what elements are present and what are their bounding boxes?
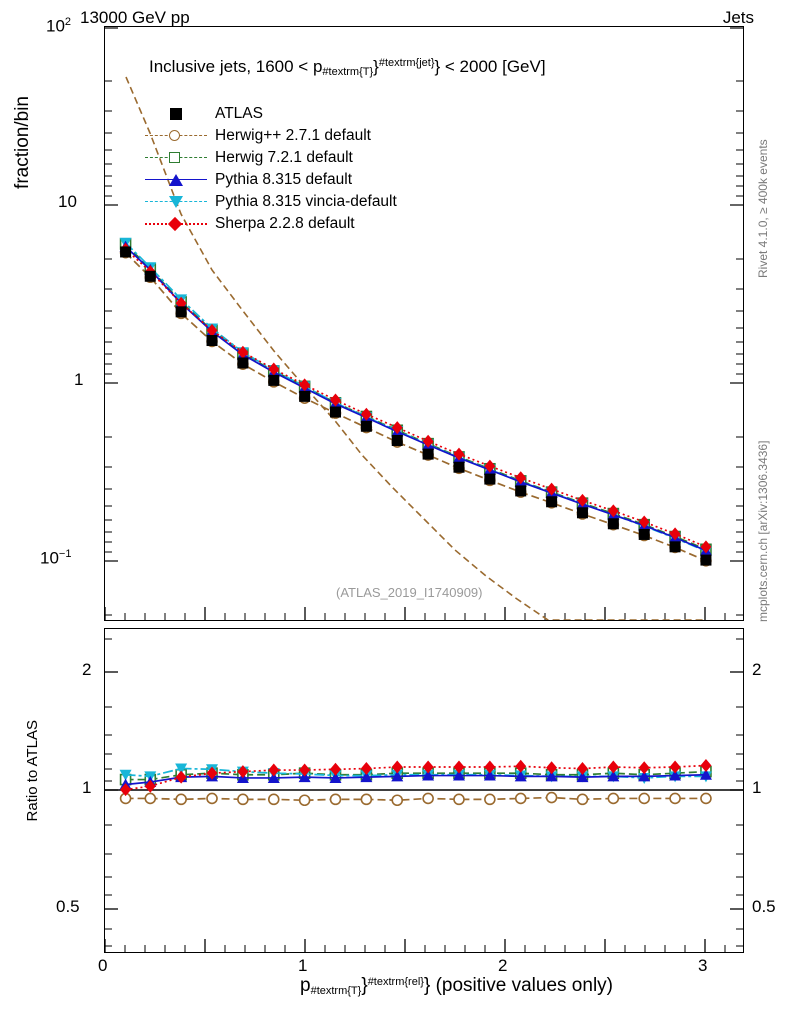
- legend-label: Pythia 8.315 vincia-default: [215, 193, 397, 210]
- data-marker: [269, 794, 279, 804]
- data-marker: [238, 794, 248, 804]
- legend-symbol: [145, 191, 207, 213]
- data-marker: [145, 793, 155, 803]
- ytick-label-10: 10: [58, 192, 77, 211]
- data-marker: [453, 462, 464, 473]
- legend-item-sherpa: [145, 213, 397, 235]
- data-marker: [577, 794, 587, 804]
- x-axis-title-sup: #textrm{rel}: [367, 976, 424, 988]
- data-marker: [515, 485, 526, 496]
- data-series-line: [126, 244, 706, 549]
- plot-title: Inclusive jets, $1600 < p_{\#textrm\{T\}}\}^{\#textrm\{jet\}}\} < 2000$ [GeV]: [149, 57, 546, 78]
- data-marker: [577, 507, 588, 518]
- legend-symbol: [145, 103, 207, 125]
- data-marker: [145, 271, 156, 282]
- data-marker: [331, 794, 341, 804]
- x-axis-title-tail: (positive values only): [430, 975, 613, 996]
- ratio-plot-frame: [104, 628, 744, 953]
- data-marker: [454, 794, 464, 804]
- legend-item-vincia: [145, 191, 397, 213]
- legend-item-herwigpp: [145, 125, 397, 147]
- legend-item-atlas: [145, 103, 397, 125]
- data-marker: [423, 793, 433, 803]
- data-marker: [547, 793, 557, 803]
- ratio-ytick-label-1-left: 1: [82, 778, 92, 797]
- data-series-line: [126, 243, 706, 551]
- legend-label: Sherpa 2.2.8 default: [215, 215, 355, 232]
- data-marker: [484, 474, 495, 485]
- data-marker: [330, 407, 341, 418]
- data-marker: [670, 793, 680, 803]
- ratio-ytick-label-1-right: 1: [752, 778, 762, 797]
- plot-title-suffix: < 2000 [GeV]: [440, 57, 546, 76]
- data-marker: [670, 541, 681, 552]
- plot-title-sub: #textrm{T}: [322, 66, 374, 78]
- data-marker: [392, 435, 403, 446]
- data-marker: [639, 529, 650, 540]
- plot-title-sup: #textrm{jet}: [378, 57, 435, 69]
- open-circle-icon: [169, 130, 180, 141]
- data-marker: [237, 357, 248, 368]
- data-marker: [207, 793, 217, 803]
- main-plot-frame: [104, 26, 744, 621]
- ratio-y-axis-label: Ratio to ATLAS: [24, 720, 41, 822]
- ytick-label-0.1: $10^{-1}$: [40, 548, 72, 568]
- data-series-line: [126, 247, 706, 551]
- data-marker: [701, 793, 711, 803]
- xtick-label-2: 2: [498, 956, 508, 975]
- legend-label: Herwig 7.2.1 default: [215, 149, 353, 166]
- legend-label: Herwig++ 2.7.1 default: [215, 127, 371, 144]
- data-marker: [546, 496, 557, 507]
- legend-label: ATLAS: [215, 105, 263, 122]
- legend-item-pythia: [145, 169, 397, 191]
- main-y-axis-label: fraction/bin: [12, 96, 33, 189]
- ratio-ytick-label-2-left: 2: [82, 660, 92, 679]
- xtick-label-1: 1: [298, 956, 308, 975]
- data-marker: [361, 794, 371, 804]
- data-marker: [176, 306, 187, 317]
- data-marker: [207, 335, 218, 346]
- plot-title-prefix: Inclusive jets, 1600 < p: [149, 57, 323, 76]
- legend-symbol: [145, 213, 207, 235]
- data-marker: [361, 421, 372, 432]
- x-axis-title: $p_{\#textrm\{T\}}\}^{\#textrm\{rel\}}$} (positive values only): [300, 975, 613, 997]
- data-marker: [423, 449, 434, 460]
- dataset-watermark: (ATLAS_2019_I1740909): [336, 585, 483, 600]
- xtick-label-0: 0: [98, 956, 108, 975]
- legend-label: Pythia 8.315 default: [215, 171, 353, 188]
- legend-symbol: [145, 147, 207, 169]
- ratio-ytick-label-2-right: 2: [752, 660, 762, 679]
- filled-triangle-down-icon: [169, 196, 183, 208]
- filled-diamond-icon: [168, 217, 182, 231]
- data-marker: [608, 518, 619, 529]
- data-marker: [392, 795, 402, 805]
- data-marker: [299, 391, 310, 402]
- data-marker: [700, 555, 711, 566]
- ytick-label-1: 1: [74, 370, 84, 389]
- x-axis-title-main: p: [300, 975, 311, 996]
- header-left-label: 13000 GeV pp: [80, 8, 190, 27]
- x-axis-title-sub: #textrm{T}: [310, 985, 362, 997]
- ratio-ytick-label-0.5-left: 0.5: [56, 897, 80, 916]
- ratio-ytick-label-0.5-right: 0.5: [752, 897, 776, 916]
- xtick-label-3: 3: [698, 956, 708, 975]
- legend-item-herwig7: [145, 147, 397, 169]
- ratio-plot-canvas: [105, 629, 743, 952]
- data-marker: [516, 793, 526, 803]
- legend-symbol: [145, 125, 207, 147]
- header-right-label: Jets: [722, 8, 754, 27]
- legend: [145, 103, 397, 235]
- legend-symbol: [145, 169, 207, 191]
- data-marker: [485, 794, 495, 804]
- data-marker: [608, 793, 618, 803]
- filled-square-icon: [170, 108, 182, 120]
- data-marker: [176, 794, 186, 804]
- filled-triangle-up-icon: [169, 174, 183, 186]
- data-marker: [268, 375, 279, 386]
- data-marker: [300, 795, 310, 805]
- data-series-line: [126, 249, 706, 547]
- mcplots-annotation: mcplots.cern.ch [arXiv:1306.3436]: [756, 440, 770, 622]
- data-marker: [639, 793, 649, 803]
- open-square-icon: [169, 152, 180, 163]
- data-marker: [120, 246, 131, 257]
- ytick-label-100: $10^2$: [46, 16, 72, 36]
- rivet-version-annotation: Rivet 4.1.0, ≥ 400k events: [756, 139, 770, 278]
